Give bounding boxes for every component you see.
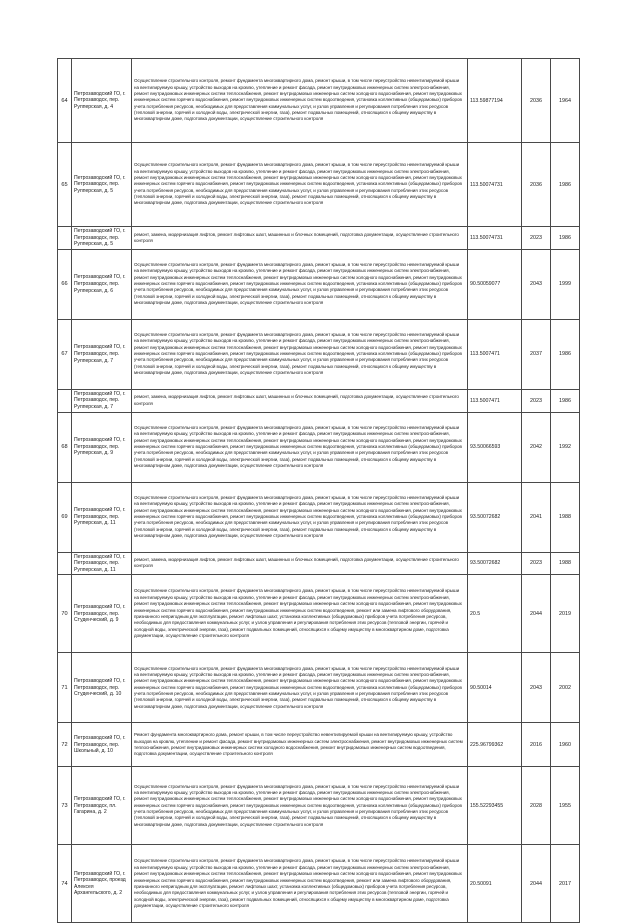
row-number: 67 (58, 319, 72, 389)
value-cell: 113.5007471 (468, 389, 522, 412)
address-cell: Петрозаводский ГО, г. Петрозаводск, пер. Рупперская, д. 5 (72, 227, 132, 250)
row-number: 65 (58, 143, 72, 227)
value-cell: 93.50072682 (468, 482, 522, 552)
row-number (58, 227, 72, 250)
row-number (58, 389, 72, 412)
planned-year-cell: 2023 (522, 227, 551, 250)
works-description-cell: Осуществление строительного контроля, ремонт фундамента многоквартирного дома, ремонт крыши, в том числе переустройство невентилируемой крыши на вентилируемую крышу, устройство выходов на кровлю, утепление и ремонт фасада, ремонт внутридомовых инженерных систем электроснабжения, ремонт внутридомовых инженерных систем теплоснабжения, ремонт внутридомовых инженерных систем холодного водоснабжения, ремонт внутридомовых инженерных систем горячего водоснабжения, ремонт внутридомовых инженерных систем водоотведения, установка коллективных (общедомовых) приборов учета потребления ресурсов, необходимых для предоставления коммунальных услуг, и узлов управления и регулирования потребления этих ресурсов (тепловой энергии, горячей и холодной воды, электрической энергии, газа), ремонт подвальных помещений, относящихся к общему имуществу в многоквартирном доме, подготовка документации, осуществление строительного контроля (132, 59, 468, 143)
planned-year-cell: 2043 (522, 249, 551, 319)
table-row (58, 227, 580, 250)
table-row (58, 389, 580, 412)
row-number (58, 552, 72, 575)
planned-year-cell: 2036 (522, 143, 551, 227)
value-cell: 225.96799362 (468, 723, 522, 767)
planned-year-cell: 2041 (522, 482, 551, 552)
address-cell: Петрозаводский ГО, г. Петрозаводск, пер. Рупперская, д. 5 (72, 143, 132, 227)
table-row (58, 319, 580, 389)
value-cell: 113.5007471 (468, 319, 522, 389)
address-cell: Петрозаводский ГО, г. Петрозаводск, пл. Гагарина, д. 2 (72, 767, 132, 845)
table-row (58, 845, 580, 923)
value-cell: 113.50074731 (468, 227, 522, 250)
row-number: 66 (58, 249, 72, 319)
row-number: 71 (58, 653, 72, 723)
address-cell: Петрозаводский ГО, г. Петрозаводск, пер. Школьный, д. 10 (72, 723, 132, 767)
planned-year-cell: 2036 (522, 59, 551, 143)
build-year-cell: 1955 (551, 767, 580, 845)
works-description-cell: Осуществление строительного контроля, ремонт фундамента многоквартирного дома, ремонт крыши, в том числе переустройство невентилируемой крыши на вентилируемую крышу, устройство выходов на кровлю, утепление и ремонт фасада, ремонт внутридомовых инженерных систем электроснабжения, ремонт внутридомовых инженерных систем теплоснабжения, ремонт внутридомовых инженерных систем холодного водоснабжения, ремонт внутридомовых инженерных систем горячего водоснабжения, ремонт внутридомовых инженерных систем водоотведения, ремонт или замена лифтового оборудования, признанного непригодным для эксплуатации, ремонт лифтовых шахт, установка коллективных (общедомовых) приборов учета потребления ресурсов, необходимых для предоставления коммунальных услуг, и узлов управления и регулирования потребления этих ресурсов (тепловой энергии, горячей и холодной воды, электрической энергии, газа), ремонт подвальных помещений, относящихся к общему имуществу в многоквартирном доме, подготовка документации, осуществление строительного контроля (132, 845, 468, 923)
build-year-cell: 1986 (551, 319, 580, 389)
value-cell: 90.50059077 (468, 249, 522, 319)
planned-year-cell: 2037 (522, 319, 551, 389)
works-description-cell: Осуществление строительного контроля, ремонт фундамента многоквартирного дома, ремонт крыши, в том числе переустройство невентилируемой крыши на вентилируемую крышу, устройство выходов на кровлю, утепление и ремонт фасада, ремонт внутридомовых инженерных систем электроснабжения, ремонт внутридомовых инженерных систем теплоснабжения, ремонт внутридомовых инженерных систем холодного водоснабжения, ремонт внутридомовых инженерных систем горячего водоснабжения, ремонт внутридомовых инженерных систем водоотведения, установка коллективных (общедомовых) приборов учета потребления ресурсов, необходимых для предоставления коммунальных услуг, и узлов управления и регулирования потребления этих ресурсов (тепловой энергии, горячей и холодной воды, электрической энергии, газа), ремонт подвальных помещений, относящихся к общему имуществу в многоквартирном доме, подготовка документации, осуществление строительного контроля (132, 767, 468, 845)
address-cell: Петрозаводский ГО, г. Петрозаводск, пер. Рупперская, д. 9 (72, 412, 132, 482)
planned-year-cell: 2043 (522, 653, 551, 723)
table-row (58, 143, 580, 227)
build-year-cell: 1986 (551, 389, 580, 412)
row-number: 73 (58, 767, 72, 845)
build-year-cell: 2017 (551, 845, 580, 923)
document-page (57, 58, 579, 923)
address-cell: Петрозаводский ГО, г. Петрозаводск, пер. Рупперская, д. 4 (72, 59, 132, 143)
row-number: 69 (58, 482, 72, 552)
works-description-cell: Осуществление строительного контроля, ремонт фундамента многоквартирного дома, ремонт крыши, в том числе переустройство невентилируемой крыши на вентилируемую крышу, устройство выходов на кровлю, утепление и ремонт фасада, ремонт внутридомовых инженерных систем электроснабжения, ремонт внутридомовых инженерных систем теплоснабжения, ремонт внутридомовых инженерных систем холодного водоснабжения, ремонт внутридомовых инженерных систем горячего водоснабжения, ремонт внутридомовых инженерных систем водоотведения, установка коллективных (общедомовых) приборов учета потребления ресурсов, необходимых для предоставления коммунальных услуг, и узлов управления и регулирования потребления этих ресурсов (тепловой энергии, горячей и холодной воды, электрической энергии, газа), ремонт подвальных помещений, относящихся к общему имуществу в многоквартирном доме, подготовка документации, осуществление строительного контроля (132, 249, 468, 319)
address-cell: Петрозаводский ГО, г. Петрозаводск, пер. Студенческий, д. 9 (72, 575, 132, 653)
row-number: 70 (58, 575, 72, 653)
value-cell: 113.50074731 (468, 143, 522, 227)
table-row (58, 482, 580, 552)
address-cell: Петрозаводский ГО, г. Петрозаводск, пер. Рупперская, д. 11 (72, 482, 132, 552)
works-description-cell: Осуществление строительного контроля, ремонт фундамента многоквартирного дома, ремонт крыши, в том числе переустройство невентилируемой крыши на вентилируемую крышу, устройство выходов на кровлю, утепление и ремонт фасада, ремонт внутридомовых инженерных систем электроснабжения, ремонт внутридомовых инженерных систем теплоснабжения, ремонт внутридомовых инженерных систем холодного водоснабжения, ремонт внутридомовых инженерных систем горячего водоснабжения, ремонт внутридомовых инженерных систем водоотведения, установка коллективных (общедомовых) приборов учета потребления ресурсов, необходимых для предоставления коммунальных услуг, и узлов управления и регулирования потребления этих ресурсов (тепловой энергии, горячей и холодной воды, электрической энергии, газа), ремонт подвальных помещений, относящихся к общему имуществу в многоквартирном доме, подготовка документации, осуществление строительного контроля (132, 143, 468, 227)
row-number: 64 (58, 59, 72, 143)
value-cell: 20.50091 (468, 845, 522, 923)
build-year-cell: 1999 (551, 249, 580, 319)
planned-year-cell: 2042 (522, 412, 551, 482)
works-description-cell: Осуществление строительного контроля, ремонт фундамента многоквартирного дома, ремонт крыши, в том числе переустройство невентилируемой крыши на вентилируемую крышу, устройство выходов на кровлю, утепление и ремонт фасада, ремонт внутридомовых инженерных систем электроснабжения, ремонт внутридомовых инженерных систем теплоснабжения, ремонт внутридомовых инженерных систем холодного водоснабжения, ремонт внутридомовых инженерных систем горячего водоснабжения, ремонт внутридомовых инженерных систем водоотведения, установка коллективных (общедомовых) приборов учета потребления ресурсов, необходимых для предоставления коммунальных услуг, и узлов управления и регулирования потребления этих ресурсов (тепловой энергии, горячей и холодной воды, электрической энергии, газа), ремонт подвальных помещений, относящихся к общему имуществу в многоквартирном доме, подготовка документации, осуществление строительного контроля (132, 319, 468, 389)
table-row (58, 653, 580, 723)
works-description-cell: Ремонт фундамента многоквартирного дома, ремонт крыши, в том числе переустройство невентилируемой крыши на вентилируемую крышу, устройство выходов на кровлю, утепление и ремонт фасада, ремонт внутридомовых инженерных систем электроснабжения, ремонт внутридомовых инженерных систем теплоснабжения, ремонт внутридомовых инженерных систем холодного водоснабжения, ремонт внутридомовых инженерных систем водоотведения, подготовка документации, осуществление строительного контроля (132, 723, 468, 767)
table-row (58, 249, 580, 319)
planned-year-cell: 2028 (522, 767, 551, 845)
build-year-cell: 1988 (551, 552, 580, 575)
table-row (58, 767, 580, 845)
build-year-cell: 1986 (551, 227, 580, 250)
address-cell: Петрозаводский ГО, г. Петрозаводск, пер. Рупперская, д. 7 (72, 389, 132, 412)
address-cell: Петрозаводский ГО, г. Петрозаводск, пер. Студенческий, д. 10 (72, 653, 132, 723)
value-cell: 93.50066593 (468, 412, 522, 482)
build-year-cell: 1964 (551, 59, 580, 143)
works-description-cell: Осуществление строительного контроля, ремонт фундамента многоквартирного дома, ремонт крыши, в том числе переустройство невентилируемой крыши на вентилируемую крышу, устройство выходов на кровлю, утепление и ремонт фасада, ремонт внутридомовых инженерных систем электроснабжения, ремонт внутридомовых инженерных систем теплоснабжения, ремонт внутридомовых инженерных систем холодного водоснабжения, ремонт внутридомовых инженерных систем горячего водоснабжения, ремонт внутридомовых инженерных систем водоотведения, установка коллективных (общедомовых) приборов учета потребления ресурсов, необходимых для предоставления коммунальных услуг, и узлов управления и регулирования потребления этих ресурсов (тепловой энергии, горячей и холодной воды, электрической энергии, газа), ремонт подвальных помещений, относящихся к общему имуществу в многоквартирном доме, подготовка документации, осуществление строительного контроля (132, 653, 468, 723)
planned-year-cell: 2023 (522, 552, 551, 575)
planned-year-cell: 2044 (522, 845, 551, 923)
works-description-cell: Осуществление строительного контроля, ремонт фундамента многоквартирного дома, ремонт крыши, в том числе переустройство невентилируемой крыши на вентилируемую крышу, устройство выходов на кровлю, утепление и ремонт фасада, ремонт внутридомовых инженерных систем электроснабжения, ремонт внутридомовых инженерных систем теплоснабжения, ремонт внутридомовых инженерных систем холодного водоснабжения, ремонт внутридомовых инженерных систем горячего водоснабжения, ремонт внутридомовых инженерных систем водоотведения, установка коллективных (общедомовых) приборов учета потребления ресурсов, необходимых для предоставления коммунальных услуг, и узлов управления и регулирования потребления этих ресурсов (тепловой энергии, горячей и холодной воды, электрической энергии, газа), ремонт подвальных помещений, относящихся к общему имуществу в многоквартирном доме, подготовка документации, осуществление строительного контроля (132, 482, 468, 552)
row-number: 68 (58, 412, 72, 482)
capital-repair-table (57, 58, 580, 923)
table-row (58, 412, 580, 482)
build-year-cell: 2002 (551, 653, 580, 723)
planned-year-cell: 2044 (522, 575, 551, 653)
value-cell: 90.50014 (468, 653, 522, 723)
planned-year-cell: 2016 (522, 723, 551, 767)
row-number: 74 (58, 845, 72, 923)
value-cell: 20.5 (468, 575, 522, 653)
build-year-cell: 1986 (551, 143, 580, 227)
works-description-cell: Осуществление строительного контроля, ремонт фундамента многоквартирного дома, ремонт крыши, в том числе переустройство невентилируемой крыши на вентилируемую крышу, устройство выходов на кровлю, утепление и ремонт фасада, ремонт внутридомовых инженерных систем электроснабжения, ремонт внутридомовых инженерных систем теплоснабжения, ремонт внутридомовых инженерных систем холодного водоснабжения, ремонт внутридомовых инженерных систем горячего водоснабжения, ремонт внутридомовых инженерных систем водоотведения, установка коллективных (общедомовых) приборов учета потребления ресурсов, необходимых для предоставления коммунальных услуг, и узлов управления и регулирования потребления этих ресурсов (тепловой энергии, горячей и холодной воды, электрической энергии, газа), ремонт подвальных помещений, относящихся к общему имуществу в многоквартирном доме, подготовка документации, осуществление строительного контроля (132, 412, 468, 482)
row-number: 72 (58, 723, 72, 767)
planned-year-cell: 2023 (522, 389, 551, 412)
works-description-cell: ремонт, замена, модернизация лифтов, ремонт лифтовых шахт, машинных и блочных помещений, подготовка документации, осуществление строительного контроля (132, 227, 468, 250)
value-cell: 113.59877194 (468, 59, 522, 143)
works-description-cell: ремонт, замена, модернизация лифтов, ремонт лифтовых шахт, машинных и блочных помещений, подготовка документации, осуществление строительного контроля (132, 389, 468, 412)
address-cell: Петрозаводский ГО, г. Петрозаводск, пер. Рупперская, д. 11 (72, 552, 132, 575)
address-cell: Петрозаводский ГО, г. Петрозаводск, пер. Рупперская, д. 6 (72, 249, 132, 319)
build-year-cell: 1992 (551, 412, 580, 482)
build-year-cell: 1960 (551, 723, 580, 767)
value-cell: 155.52293455 (468, 767, 522, 845)
works-description-cell: ремонт, замена, модернизация лифтов, ремонт лифтовых шахт, машинных и блочных помещений, подготовка документации, осуществление строительного контроля (132, 552, 468, 575)
works-description-cell: Осуществление строительного контроля, ремонт фундамента многоквартирного дома, ремонт крыши, в том числе переустройство невентилируемой крыши на вентилируемую крышу, устройство выходов на кровлю, утепление и ремонт фасада, ремонт внутридомовых инженерных систем электроснабжения, ремонт внутридомовых инженерных систем теплоснабжения, ремонт внутридомовых инженерных систем холодного водоснабжения, ремонт внутридомовых инженерных систем горячего водоснабжения, ремонт внутридомовых инженерных систем водоотведения, ремонт или замена лифтового оборудования, признанного непригодным для эксплуатации, ремонт лифтовых шахт, установка коллективных (общедомовых) приборов учета потребления ресурсов, необходимых для предоставления коммунальных услуг, и узлов управления и регулирования потребления этих ресурсов (тепловой энергии, горячей и холодной воды, электрической энергии, газа), ремонт подвальных помещений, относящихся к общему имуществу в многоквартирном доме, подготовка документации, осуществление строительного контроля (132, 575, 468, 653)
build-year-cell: 2019 (551, 575, 580, 653)
address-cell: Петрозаводский ГО, г. Петрозаводск, пер. Рупперская, д. 7 (72, 319, 132, 389)
address-cell: Петрозаводский ГО, г. Петрозаводск, проезд Алексея Архангельского, д. 2 (72, 845, 132, 923)
table-row (58, 575, 580, 653)
table-row (58, 723, 580, 767)
table-row (58, 552, 580, 575)
build-year-cell: 1988 (551, 482, 580, 552)
value-cell: 93.50072682 (468, 552, 522, 575)
table-body (58, 59, 580, 923)
table-row (58, 59, 580, 143)
